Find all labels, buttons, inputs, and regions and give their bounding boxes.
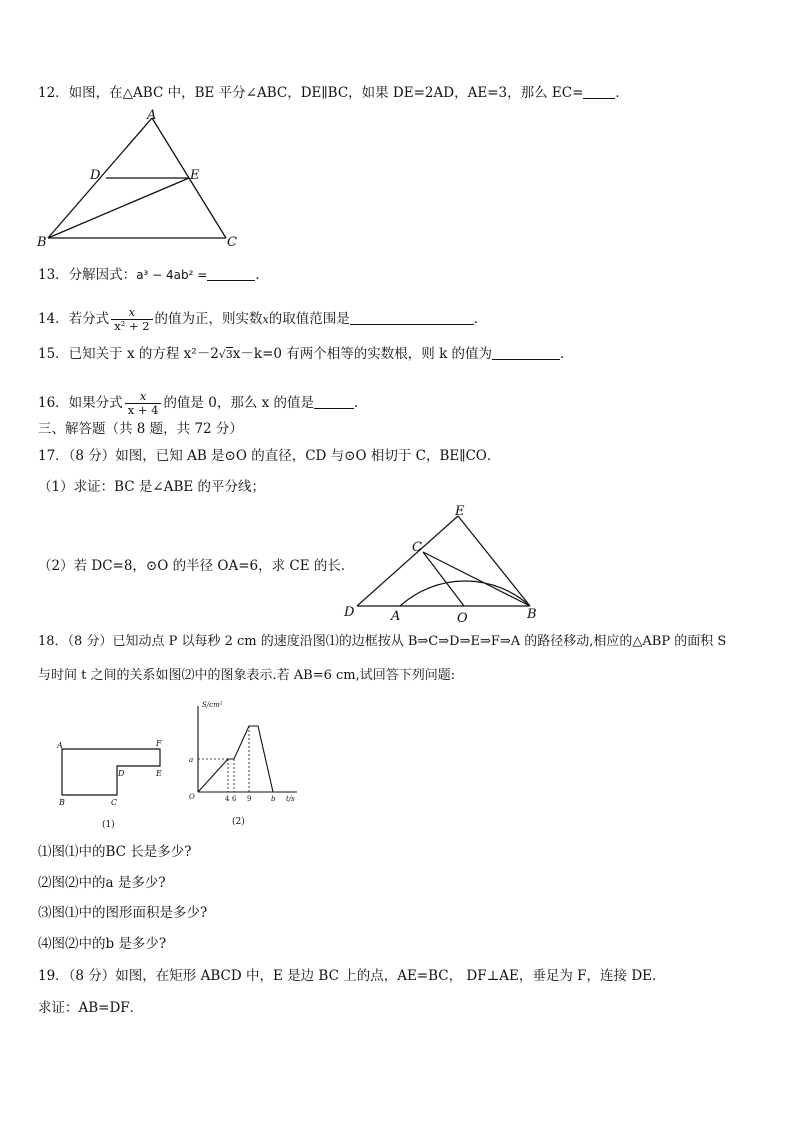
q12-label-d: D [90, 168, 101, 183]
q18-figure-2 [180, 698, 305, 828]
q12-label-e: E [190, 168, 200, 183]
q18-fig1-label-c: C [111, 798, 118, 807]
q17-line-cb [423, 552, 530, 606]
q16-text: 16．如果分式 $\frac{x}{x + 4}$ 的值是 0，那么 x 的值是 . [38, 389, 359, 417]
q12-label-b: B [37, 235, 47, 250]
q18-fig1-label-d: D [118, 769, 125, 778]
q14-fraction: $\frac{x}{\text{x² + 2}}$ [111, 306, 152, 333]
q17-part2: （2）若 DC=8，⊙O 的半径 OA=6，求 CE 的长． [38, 558, 355, 574]
q18-fig2-tick-b: b [271, 795, 276, 803]
q18-fig2-caption: (2) [232, 817, 245, 827]
q18-sub2: ⑵图⑵中的a 是多少? [38, 875, 166, 891]
q18-line1: 18．（8 分）已知动点 P 以每秒 2 cm 的速度沿图⑴的边框按从 B⇒C⇒D⇒E⇒F⇒A 的路径移动,相应的△ABP 的面积 S [38, 634, 727, 649]
q16-answer-blank[interactable] [314, 394, 354, 409]
q18-fig1-label-b: B [59, 798, 65, 807]
q18-figure-1 [52, 735, 177, 830]
q18-fig1-label-e: E [156, 769, 162, 778]
q18-fig2-label-a: a [189, 756, 194, 764]
q18-sub1: ⑴图⑴中的BC 长是多少? [38, 844, 192, 860]
q17-line-de [357, 516, 458, 606]
q18-sub3: ⑶图⑴中的图形面积是多少? [38, 905, 208, 921]
q18-fig1-frame [62, 749, 160, 795]
q12-segment-be [48, 178, 189, 238]
q17-line-be [458, 516, 530, 606]
q17-semicircle [400, 581, 530, 606]
q14-answer-blank[interactable] [350, 310, 474, 325]
q18-fig2-origin: O [189, 793, 195, 801]
q18-sub4: ⑷图⑵中的b 是多少? [38, 936, 167, 952]
q18-fig2-ylabel: S/cm² [202, 701, 223, 709]
q13-expression: a³ − 4ab² = [136, 268, 208, 282]
q14-text: 14．若分式 $\frac{x}{\text{x² + 2}}$ 的值为正，则实数x的取值范围是 ． [38, 305, 488, 333]
q17-stem: 17．（8 分）如图，已知 AB 是⊙O 的直径，CD 与⊙O 相切于 C，BE∥CO． [38, 448, 501, 464]
q17-label-o: O [457, 611, 468, 626]
q12-figure [30, 108, 250, 248]
q18-fig2-tick-4: 4 [225, 795, 230, 803]
q18-fig2-graph [198, 726, 273, 792]
q12-label-c: C [227, 235, 237, 250]
q17-label-d: D [344, 605, 355, 620]
q18-fig2-xlabel: t/s [286, 795, 295, 803]
q17-figure [340, 506, 550, 626]
q12-label-a: A [147, 108, 157, 123]
q18-fig1-caption: (1) [102, 820, 115, 830]
q18-fig2-tick-9: 9 [247, 795, 252, 803]
q13-text: 13．分解因式：a³ − 4ab² = ． [38, 267, 269, 283]
q17-part1: （1）求证：BC 是∠ABE 的平分线； [38, 479, 266, 495]
q15-sqrt: √3 [218, 348, 233, 361]
q12-stem: 12．如图，在△ABC 中，BE 平分∠ABC，DE∥BC，如果 DE=2AD，AE=3，那么 EC= [38, 85, 584, 101]
section-heading: 三、解答题（共 8 题，共 72 分） [38, 421, 243, 437]
q17-label-b: B [527, 607, 537, 622]
q17-label-a: A [391, 609, 401, 624]
q12-text: 12．如图，在△ABC 中，BE 平分∠ABC，DE∥BC，如果 DE=2AD，AE=3，那么 EC= ． [38, 85, 629, 101]
q13-answer-blank[interactable] [207, 266, 255, 281]
q17-line-co [423, 552, 464, 606]
q19-proof: 求证：AB=DF． [38, 1000, 144, 1016]
q16-fraction: $\frac{x}{x + 4}$ [125, 390, 162, 417]
q17-label-e: E [455, 504, 465, 519]
q18-fig1-label-f: F [156, 739, 162, 748]
q17-label-c: C [412, 540, 422, 555]
q15-text: 15．已知关于 x 的方程 x²－2√3x－k=0 有两个相等的实数根，则 k 的值为 ． [38, 346, 574, 362]
q19-stem: 19．（8 分）如图，在矩形 ABCD 中，E 是边 BC 上的点，AE=BC， DF⊥AE，垂足为 F，连接 DE． [38, 968, 666, 984]
q15-answer-blank[interactable] [492, 345, 560, 360]
q18-fig1-label-a: A [57, 741, 63, 750]
q12-answer-blank[interactable] [583, 84, 615, 99]
q18-fig2-tick-6: 6 [232, 795, 237, 803]
q18-line2: 与时间 t 之间的关系如图⑵中的图象表示.若 AB=6 cm,试回答下列问题: [38, 668, 456, 683]
